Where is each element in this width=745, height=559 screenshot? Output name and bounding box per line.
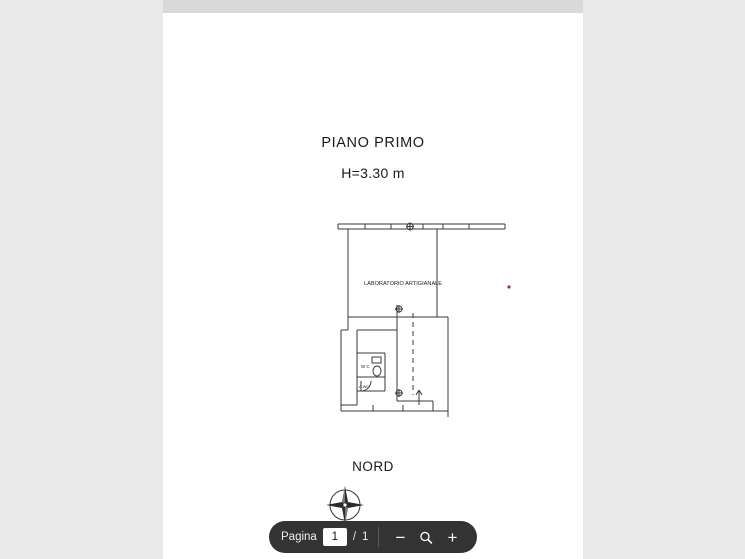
plus-icon: + bbox=[447, 527, 458, 547]
page-top-band bbox=[163, 0, 583, 13]
search-icon bbox=[419, 530, 433, 545]
zoom-group bbox=[381, 521, 471, 553]
page-label: Pagina bbox=[281, 531, 317, 543]
page-nav-group bbox=[275, 521, 376, 553]
page-subtitle: H=3.30 m bbox=[341, 165, 405, 181]
plan-marker-dot bbox=[507, 285, 510, 288]
plan-label-anti-wc: A.WC bbox=[359, 384, 370, 389]
pdf-toolbar bbox=[269, 521, 477, 553]
toolbar-divider bbox=[378, 527, 379, 547]
floor-plan-drawing bbox=[273, 205, 573, 440]
total-pages: 1 bbox=[362, 531, 369, 543]
zoom-in-button[interactable] bbox=[439, 524, 465, 550]
plan-label-main-room: LABORATORIO ARTIGIANALE bbox=[364, 281, 443, 287]
page-title: PIANO PRIMO bbox=[321, 135, 425, 151]
minus-icon: − bbox=[395, 527, 406, 547]
compass-label: NORD bbox=[352, 459, 394, 474]
floor-plan-svg bbox=[273, 205, 573, 440]
page-number-input[interactable] bbox=[323, 528, 347, 546]
plan-label-wc: W C bbox=[361, 364, 370, 369]
zoom-out-button[interactable] bbox=[387, 524, 413, 550]
zoom-reset-button[interactable] bbox=[413, 524, 439, 550]
pdf-page bbox=[163, 13, 583, 559]
page-separator: / bbox=[352, 531, 357, 543]
